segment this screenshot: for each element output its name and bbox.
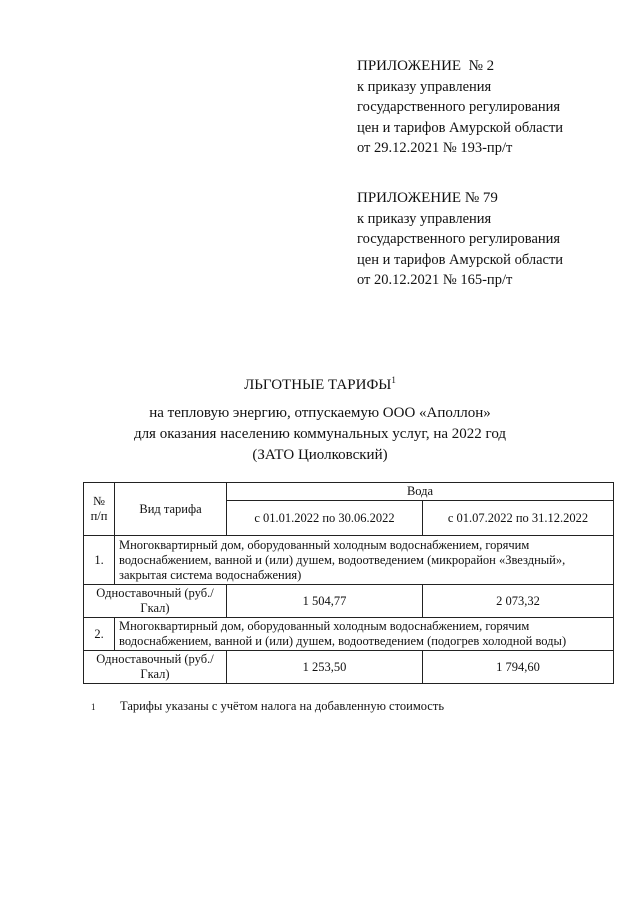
tariff-table xyxy=(83,482,614,684)
appendix-2-header xyxy=(357,56,563,159)
header-period-1: с 01.01.2022 по 30.06.2022 xyxy=(227,501,423,536)
row-description: Многоквартирный дом, оборудованный холодным водоснабжением, горячим водоснабжением, ванной и (или) душем, водоотведением (микрорайон «Звездный», закрытая система водоснабжения) xyxy=(115,536,614,585)
appendix-79-header xyxy=(357,188,563,291)
header-tariff-type: Вид тарифа xyxy=(115,483,227,536)
tariff-value-period-2: 1 794,60 xyxy=(423,651,614,684)
header-num: № п/п xyxy=(84,483,115,536)
header-water: Вода xyxy=(227,483,614,501)
table-row xyxy=(84,536,614,585)
appendix-2-title: ПРИЛОЖЕНИЕ № 2 xyxy=(357,58,495,74)
tariff-value-period-1: 1 504,77 xyxy=(227,585,423,618)
header-period-2: с 01.07.2022 по 31.12.2022 xyxy=(423,501,614,536)
appendix-2-line: государственного регулирования xyxy=(357,99,561,115)
footnote-mark: 1 xyxy=(91,702,96,712)
appendix-79-title: ПРИЛОЖЕНИЕ № 79 xyxy=(357,190,498,206)
appendix-79-order-ref: от 20.12.2021 № 165-пр/т xyxy=(357,272,513,288)
row-num: 1. xyxy=(84,536,115,585)
document-title xyxy=(0,369,640,396)
appendix-2-line: к приказу управления xyxy=(357,78,492,95)
footnote-text: Тарифы указаны с учётом налога на добавленную стоимость xyxy=(120,699,445,713)
subtitle-line: (ЗАТО Циолковский) xyxy=(252,447,388,463)
table-row xyxy=(84,585,614,618)
document-title-text: ЛЬГОТНЫЕ ТАРИФЫ xyxy=(244,377,392,393)
tariff-value-period-2: 2 073,32 xyxy=(423,585,614,618)
appendix-2-order-ref: от 29.12.2021 № 193-пр/т xyxy=(357,140,513,156)
subtitle-line: для оказания населению коммунальных услуг, на 2022 год xyxy=(133,426,507,442)
table-row xyxy=(84,651,614,684)
row-num: 2. xyxy=(84,618,115,651)
appendix-2-line: цен и тарифов Амурской области xyxy=(357,119,564,136)
tariff-label: Одноставочный (руб./Гкал) xyxy=(84,585,227,618)
row-description: Многоквартирный дом, оборудованный холодным водоснабжением, горячим водоснабжением, ванной и (или) душем, водоотведением (подогрев холодной воды) xyxy=(115,618,614,651)
tariff-label: Одноставочный (руб./Гкал) xyxy=(84,651,227,684)
footnote-ref: 1 xyxy=(391,375,396,385)
table-header-row xyxy=(84,483,614,501)
appendix-79-line: к приказу управления xyxy=(357,210,492,227)
table-row xyxy=(84,618,614,651)
subtitle-line: на тепловую энергию, отпускаемую ООО «Аполлон» xyxy=(149,405,491,421)
appendix-79-line: государственного регулирования xyxy=(357,231,561,247)
tariff-value-period-1: 1 253,50 xyxy=(227,651,423,684)
appendix-79-line: цен и тарифов Амурской области xyxy=(357,251,564,268)
